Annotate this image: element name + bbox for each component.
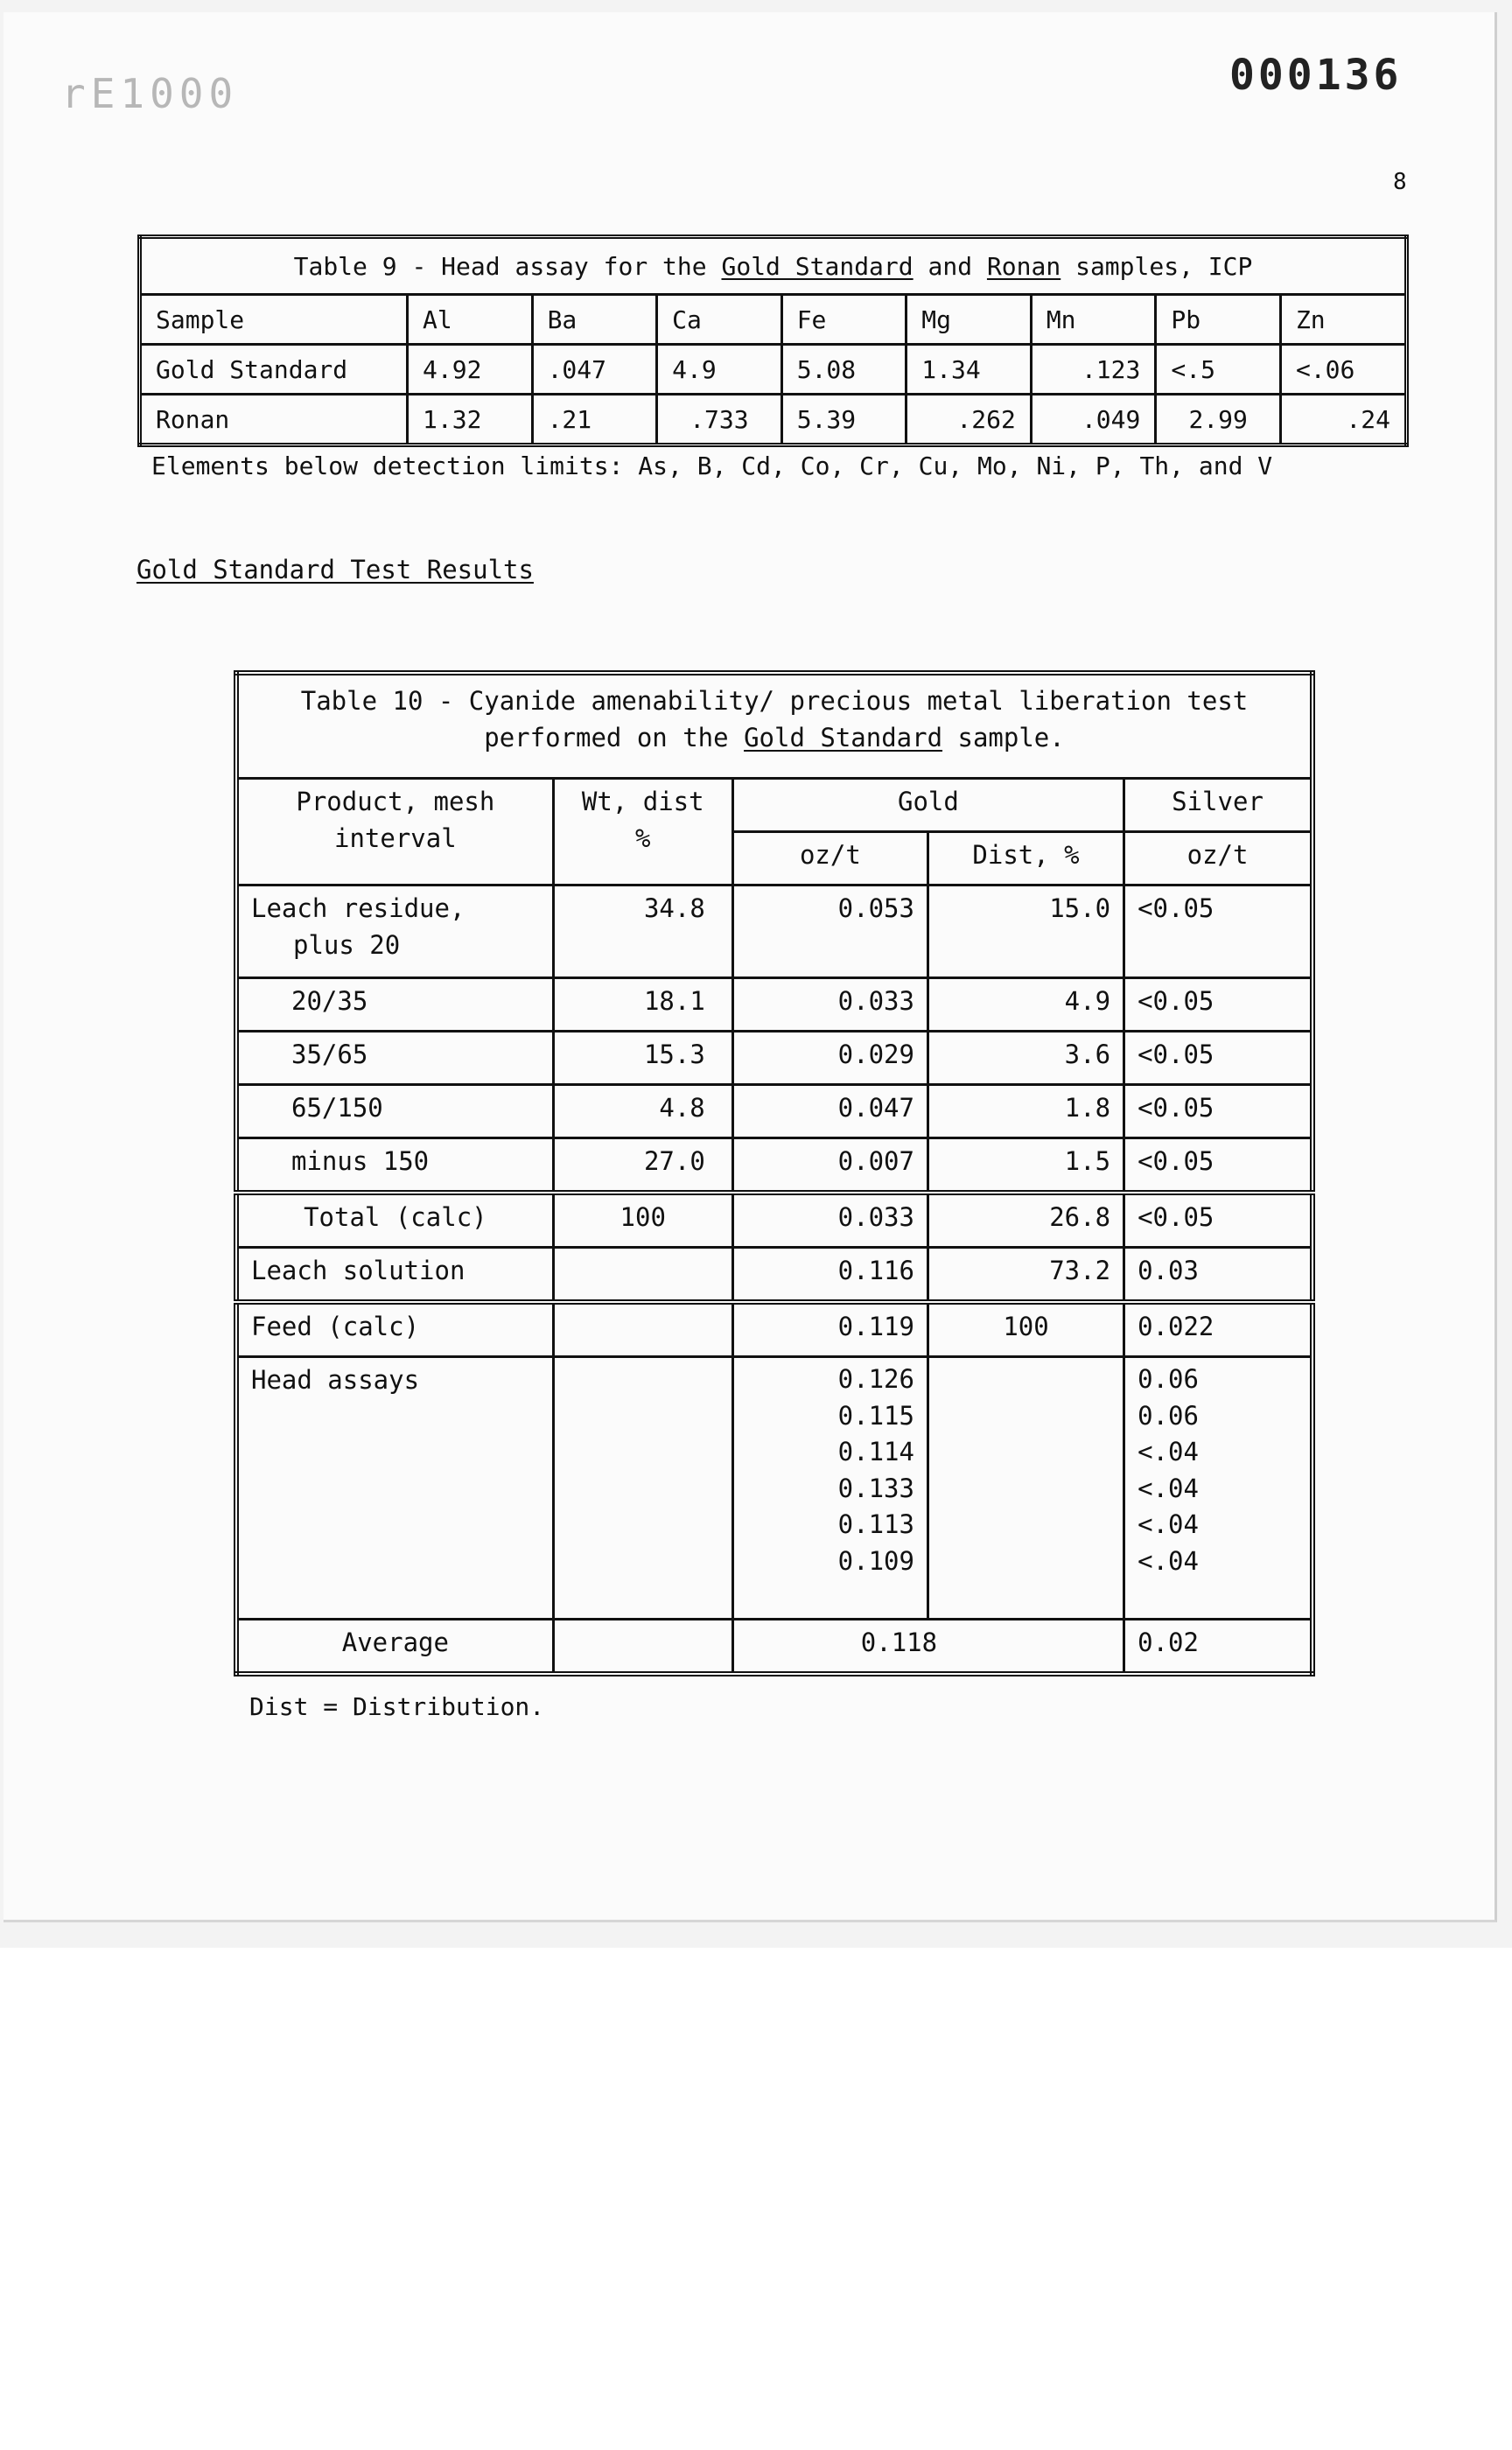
table-cell: .123: [1031, 345, 1156, 395]
assay-value: <.04: [1138, 1545, 1199, 1576]
column-header: Ba: [532, 295, 657, 345]
table-header-row: [140, 295, 1407, 345]
table-cell: 1.34: [906, 345, 1032, 395]
table-cell: 4.92: [408, 345, 533, 395]
table-caption: [140, 237, 1407, 295]
table-cell: .262: [906, 395, 1032, 445]
silver-ozt-cell: <0.05: [1124, 1031, 1312, 1084]
table-cell: .047: [532, 345, 657, 395]
table-row: [236, 1138, 1312, 1193]
caption-text: and: [913, 251, 987, 281]
average-row: [236, 1619, 1312, 1674]
caption-text: Table 9 - Head assay for the: [293, 251, 722, 281]
silver-ozt-cell: <0.05: [1124, 1138, 1312, 1193]
gold-dist-cell: 100: [928, 1302, 1124, 1357]
table-cell: Ronan: [140, 395, 408, 445]
table-cell: Gold Standard: [140, 345, 408, 395]
section-heading: [136, 555, 534, 584]
product-cell: Average: [236, 1619, 553, 1674]
gold-dist-cell: 3.6: [928, 1031, 1124, 1084]
gold-dist-cell: 73.2: [928, 1248, 1124, 1303]
column-header: Mn: [1031, 295, 1156, 345]
gold-dist-cell: 15.0: [928, 885, 1124, 977]
weight-cell: 34.8: [553, 885, 732, 977]
weight-cell: [553, 1302, 732, 1357]
weight-cell: [553, 1248, 732, 1303]
product-cell: 65/150: [236, 1084, 553, 1138]
header-text: %: [635, 822, 651, 853]
gold-ozt-cell: 0.007: [732, 1138, 928, 1193]
faint-page-stamp: rE1000: [61, 70, 239, 117]
table-cell: .21: [532, 395, 657, 445]
header-text: interval: [334, 822, 457, 853]
table-row: [236, 1031, 1312, 1084]
weight-cell: [553, 1619, 732, 1674]
column-header-silver-ozt: oz/t: [1124, 831, 1312, 885]
silver-ozt-cell: <0.05: [1124, 1084, 1312, 1138]
head-assay-table: [137, 234, 1409, 447]
table-cell: 5.08: [781, 345, 906, 395]
total-row: [236, 1193, 1312, 1248]
product-cell: [236, 885, 553, 977]
product-cell: Leach solution: [236, 1248, 553, 1303]
gold-ozt-cell: 0.033: [732, 1193, 928, 1248]
detection-limits-note: Elements below detection limits: As, B, Cd, Co, Cr, Cu, Mo, Ni, P, Th, and V: [151, 452, 1273, 480]
column-header-gold-ozt: oz/t: [732, 831, 928, 885]
table-row: [236, 885, 1312, 977]
leach-solution-row: [236, 1248, 1312, 1303]
page-number: 8: [1393, 169, 1407, 195]
caption-text: performed on the: [484, 723, 745, 752]
column-header: Pb: [1156, 295, 1281, 345]
gold-ozt-cell: 0.047: [732, 1084, 928, 1138]
gold-ozt-cell: 0.053: [732, 885, 928, 977]
gold-dist-cell: 1.8: [928, 1084, 1124, 1138]
assay-value: <.04: [1138, 1509, 1199, 1540]
table-footnote: Dist = Distribution.: [249, 1692, 545, 1721]
caption-underlined: Ronan: [986, 251, 1061, 281]
caption-underlined: Gold Standard: [744, 723, 943, 752]
product-cell: 20/35: [236, 977, 553, 1031]
column-header: Zn: [1280, 295, 1406, 345]
gold-dist-cell: 4.9: [928, 977, 1124, 1031]
gold-ozt-cell: 0.116: [732, 1248, 928, 1303]
section-heading-text: Gold Standard Test Results: [136, 555, 534, 584]
assay-value: 0.114: [837, 1437, 914, 1467]
weight-cell: 18.1: [553, 977, 732, 1031]
silver-ozt-cell: 0.02: [1124, 1619, 1312, 1674]
column-header: Ca: [657, 295, 782, 345]
gold-ozt-cell: 0.118: [732, 1619, 1124, 1674]
caption-line: [256, 719, 1292, 756]
product-cell: Total (calc): [236, 1193, 553, 1248]
gold-ozt-cell: [732, 1357, 928, 1619]
silver-ozt-cell: [1124, 1357, 1312, 1619]
assay-value: <.04: [1138, 1437, 1199, 1467]
gold-ozt-cell: 0.033: [732, 977, 928, 1031]
table-cell: 4.9: [657, 345, 782, 395]
product-cell: minus 150: [236, 1138, 553, 1193]
silver-ozt-cell: <0.05: [1124, 977, 1312, 1031]
column-header: Al: [408, 295, 533, 345]
cyanide-amenability-table: [234, 670, 1315, 1676]
weight-cell: 15.3: [553, 1031, 732, 1084]
table-cell: .049: [1031, 395, 1156, 445]
feed-row: [236, 1302, 1312, 1357]
column-header: Fe: [781, 295, 906, 345]
header-text: Wt, dist: [581, 786, 704, 816]
gold-ozt-cell: 0.119: [732, 1302, 928, 1357]
column-header-gold: Gold: [732, 778, 1124, 831]
assay-value: 0.113: [837, 1509, 914, 1540]
product-cell: 35/65: [236, 1031, 553, 1084]
assay-value: 0.126: [837, 1364, 914, 1395]
assay-value: 0.109: [837, 1545, 914, 1576]
column-header-product: [236, 778, 553, 885]
table-cell: 1.32: [408, 395, 533, 445]
product-cell: Head assays: [236, 1357, 553, 1619]
product-cell: Feed (calc): [236, 1302, 553, 1357]
column-header-gold-dist: Dist, %: [928, 831, 1124, 885]
header-text: Product, mesh: [296, 786, 495, 816]
table-row: [236, 1084, 1312, 1138]
weight-cell: 27.0: [553, 1138, 732, 1193]
product-text: Leach residue,: [251, 892, 466, 923]
assay-value: <.04: [1138, 1473, 1199, 1503]
document-number-stamp: 000136: [1229, 51, 1403, 100]
assay-value: 0.115: [837, 1400, 914, 1431]
table-cell: <.5: [1156, 345, 1281, 395]
table-cell: <.06: [1280, 345, 1406, 395]
weight-cell: 4.8: [553, 1084, 732, 1138]
table-cell: .733: [657, 395, 782, 445]
caption-text: sample.: [942, 723, 1065, 752]
column-header-silver: Silver: [1124, 778, 1312, 831]
table-row: [140, 395, 1407, 445]
table-cell: 2.99: [1156, 395, 1281, 445]
silver-ozt-cell: <0.05: [1124, 1193, 1312, 1248]
caption-underlined: Gold Standard: [721, 251, 914, 281]
caption-text: samples, ICP: [1060, 251, 1253, 281]
weight-cell: 100: [553, 1193, 732, 1248]
silver-ozt-cell: <0.05: [1124, 885, 1312, 977]
table-row: [140, 345, 1407, 395]
column-header-weight: [553, 778, 732, 885]
column-header: Mg: [906, 295, 1032, 345]
gold-dist-cell: 1.5: [928, 1138, 1124, 1193]
assay-value: 0.06: [1138, 1400, 1199, 1431]
assay-value: 0.06: [1138, 1364, 1199, 1395]
product-text: plus 20: [293, 929, 401, 960]
gold-ozt-cell: 0.029: [732, 1031, 928, 1084]
head-assays-row: [236, 1357, 1312, 1619]
silver-ozt-cell: 0.022: [1124, 1302, 1312, 1357]
silver-ozt-cell: 0.03: [1124, 1248, 1312, 1303]
table-row: [236, 977, 1312, 1031]
caption-line: Table 10 - Cyanide amenability/ precious metal liberation test: [300, 686, 1249, 716]
gold-dist-cell: [928, 1357, 1124, 1619]
assay-value: 0.133: [837, 1473, 914, 1503]
gold-dist-cell: 26.8: [928, 1193, 1124, 1248]
column-header: Sample: [140, 295, 408, 345]
table-header-row: [236, 778, 1312, 831]
table-cell: .24: [1280, 395, 1406, 445]
weight-cell: [553, 1357, 732, 1619]
table-cell: 5.39: [781, 395, 906, 445]
table-caption: [236, 673, 1312, 778]
